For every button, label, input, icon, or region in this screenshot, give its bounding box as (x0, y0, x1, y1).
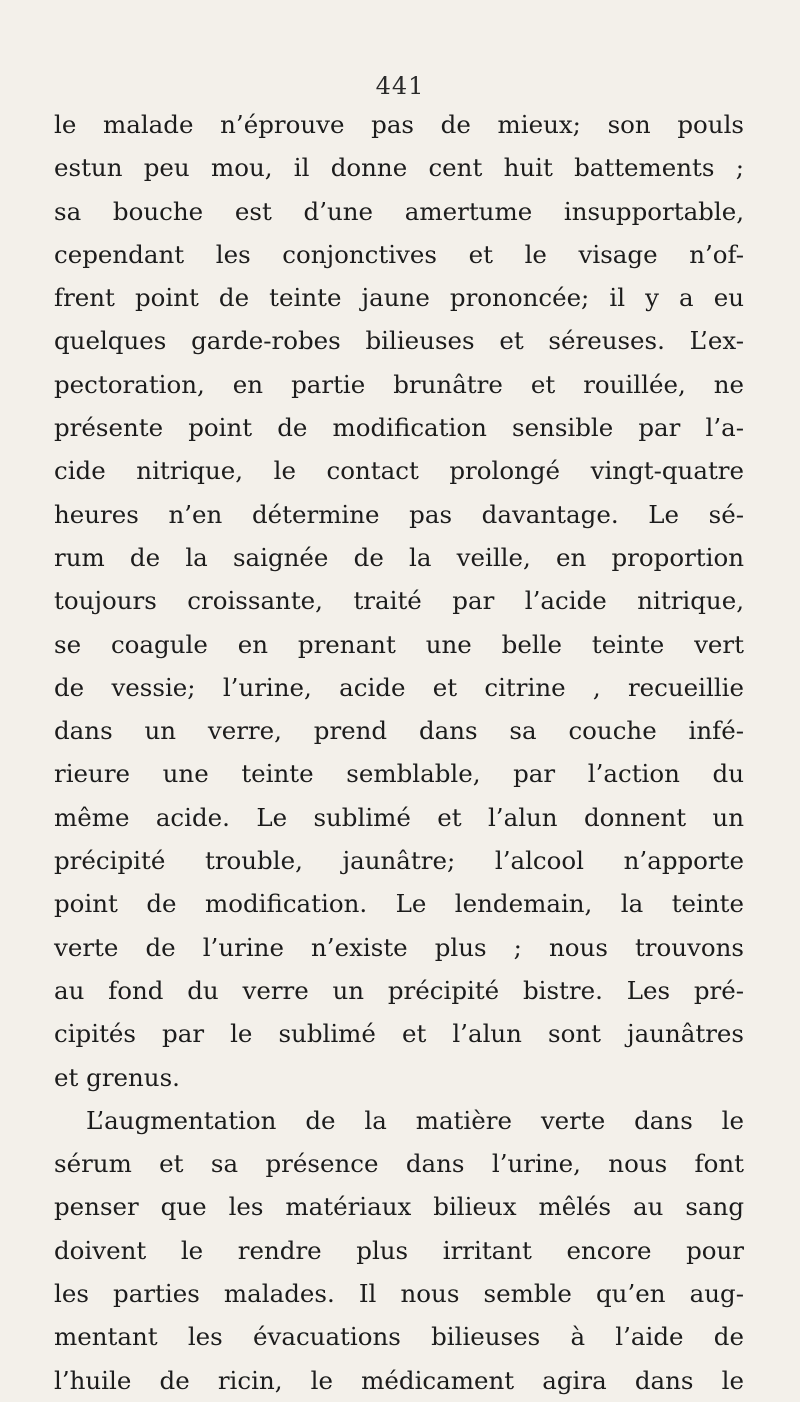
text-line: même acide. Le sublimé et l’alun donnent un (54, 802, 744, 832)
text-line: pectoration, en partie brunâtre et rouillée, ne (54, 369, 744, 399)
text-line: verte de l’urine n’existe plus ; nous trouvons (54, 932, 744, 962)
text-line: cipités par le sublimé et l’alun sont jaunâtres (54, 1019, 744, 1049)
text-line: rum de la saignée de la veille, en proportion (54, 542, 744, 572)
text-line: sérum et sa présence dans l’urine, nous font (54, 1149, 744, 1179)
text-line: doivent le rendre plus irritant encore pour (54, 1235, 744, 1265)
page-number: 441 (375, 72, 425, 100)
text-line: cependant les conjonctives et le visage n’of- (54, 239, 744, 269)
text-line: mentant les évacuations bilieuses à l’aide de (54, 1322, 744, 1352)
text-line: frent point de teinte jaune prononcée; il y a eu (54, 283, 744, 313)
text-line: L’augmentation de la matière verte dans le (86, 1105, 744, 1135)
text-line: et grenus. (54, 1062, 180, 1092)
text-line: quelques garde-robes bilieuses et séreuses. L’ex- (54, 326, 744, 356)
text-line: cide nitrique, le contact prolongé vingt-quatre (54, 456, 744, 486)
text-line: précipité trouble, jaunâtre; l’alcool n’apporte (54, 846, 744, 876)
text-line: heures n’en détermine pas davantage. Le sé- (54, 499, 744, 529)
text-line: dans un verre, prend dans sa couche infé- (54, 716, 744, 746)
text-line: au fond du verre un précipité bistre. Les pré- (54, 975, 744, 1005)
text-line: point de modification. Le lendemain, la teinte (54, 889, 744, 919)
text-line: le malade n’éprouve pas de mieux; son pouls (54, 110, 744, 139)
text-line: les parties malades. Il nous semble qu’en aug- (54, 1279, 744, 1309)
text-line: l’huile de ricin, le médicament agira dans le (54, 1365, 744, 1395)
text-line: estun peu mou, il donne cent huit battements ; (54, 153, 744, 183)
text-line: rieure une teinte semblable, par l’action du (54, 759, 744, 789)
body-text (54, 103, 744, 1402)
text-line: sa bouche est d’une amertume insupportable, (54, 196, 744, 226)
text-line: présente point de modification sensible par l’a- (54, 413, 744, 443)
text-line: penser que les matériaux bilieux mêlés au sang (54, 1192, 744, 1222)
text-line: se coagule en prenant une belle teinte vert (54, 629, 744, 659)
text-line: toujours croissante, traité par l’acide nitrique, (54, 586, 744, 616)
text-line: de vessie; l’urine, acide et citrine , recueillie (54, 672, 744, 702)
